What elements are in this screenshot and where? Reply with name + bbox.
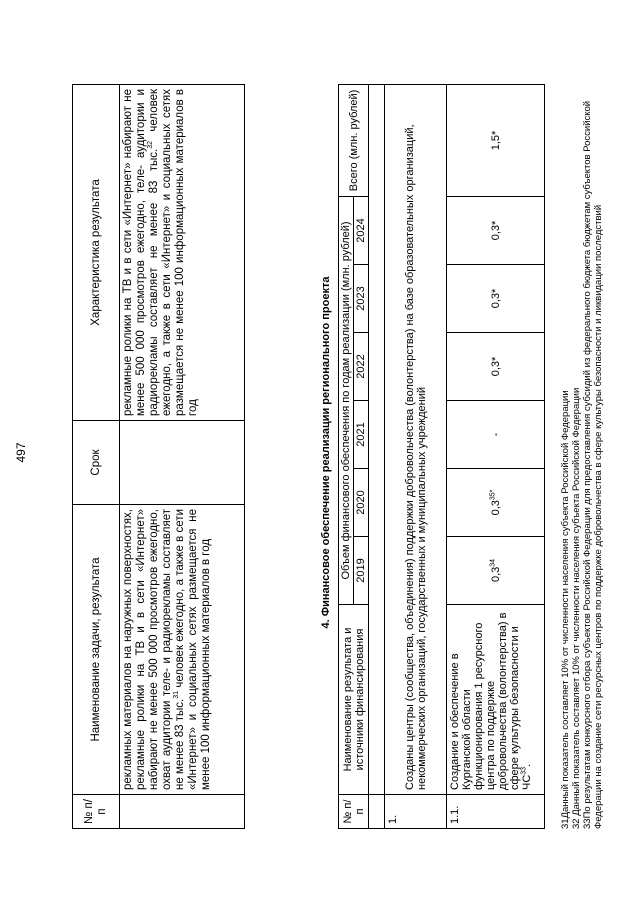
page-number: 497 [14,442,28,463]
cell-2022: 0,3* [447,333,545,401]
year-2024: 2024 [354,196,369,264]
fin-row-11-name-text: Создание и обеспечение в Курганской области функционирования 1 ресурсного центра по поддержке добровольчества (волонтерства) в сфере культуры безопасности и ЧС [449,612,533,790]
year-2021: 2021 [354,401,369,469]
finance-table [338,84,545,829]
header-task: Наименование задачи, результата [73,505,120,795]
finance-spacer-row [369,84,385,828]
cell-2020-value: 0,3 [489,500,502,516]
row-num [120,795,245,829]
fin-header-total: Всего (млн. рублей) [339,84,369,196]
header-num: № п/п [73,795,120,829]
footnote-ref-34: 34 [488,558,496,567]
table-row [385,84,447,828]
cell-2023: 0,3* [447,265,545,333]
row-characteristic [120,85,245,421]
fin-row-11-name: Создание и обеспечение в Курганской области функционирования 1 ресурсного центра по поддержке добровольчества (волонтерства) в сфере культуры безопасности и ЧС$^{33}$. [447,605,545,795]
row-term [120,421,245,505]
footnote-ref-31: 31 [173,690,181,699]
row-char-text: рекламные ролики на ТВ и в сети «Интернет» набирают не менее 500 000 просмотров ежегодно, теле- аудитории и радиорекламы составляет не менее 83 тыс. [122,89,160,416]
footnote-ref-35: 35* [488,489,496,501]
footnote-31: 31Данный показатель составляет 10% от численности населения субъекта Российской Федерации [560,390,571,829]
row-char-text-rest: человек ежегодно, а также в сети «Интернет» и социальных сетях размещается не менее 100 информационных материалов в год [148,89,199,416]
fin-header-num: № п/п [339,795,369,829]
fin-header-name: Наименование результата и источники финансирования [339,605,369,795]
section-title: 4. Финансовое обеспечение реализации регионального проекта [320,276,332,629]
table-row [447,84,545,828]
footnote-ref-33: 33 [520,766,528,775]
table-row [120,85,245,829]
fin-row-1-num: 1. [385,795,447,829]
row-task [120,505,245,795]
year-2020: 2020 [354,469,369,537]
spacer-cell [369,795,385,829]
footnotes [560,69,604,829]
results-table [72,84,245,829]
spacer-cell [369,84,385,794]
cell-2019 [447,537,545,605]
year-2023: 2023 [354,265,369,333]
year-2019: 2019 [354,537,369,605]
footnote-33: 33По результатам конкурсного отбора субъектов Российской Федерации для предоставления субсидий из федерального бюджета бюджетам субъектов Российской Федерации на создание сети ресурсных центров по поддержке добровольчества в сфере культуры безопасности и ликвидации последствий [582,100,604,829]
fin-row-1-text: Созданы центры (сообщества, объединения) поддержки добровольчества (волонтерства) на базе образовательных организаций, некоммерческих организаций, государственных и муниципальных учреждений [385,84,447,794]
results-table-header-row [73,85,120,829]
finance-header-row [339,84,354,828]
footnote-ref-32: 32 [147,140,155,149]
header-term: Срок [73,421,120,505]
fin-header-volume: Объем финансового обеспечения по годам реализации (млн. рублей) [339,196,354,604]
cell-2020 [447,469,545,537]
header-characteristic: Характеристика результата [73,85,120,421]
footnote-32: 32 Данный показатель составляет 10% от численности населения субъекта Российской Федерации [571,387,582,829]
cell-total: 1,5* [447,84,545,196]
row-task-text-rest: человек ежегодно, а также в сети «Интернет» и социальных сетях размещается не менее 100 информационных материалов в год [174,508,212,790]
cell-2021: - [447,401,545,469]
fin-row-11-num: 1.1. [447,795,545,829]
year-2022: 2022 [354,333,369,401]
cell-2019-value: 0,3 [489,566,502,583]
row-task-text: рекламных материалов на наружных поверхностях, рекламные ролики на ТВ и в сети «Интернет» набирают не менее 500 000 просмотров ежегодно, охват аудитории теле- и радиорекламы составляет не менее 83 тыс. [122,509,186,790]
cell-2024: 0,3* [447,196,545,264]
